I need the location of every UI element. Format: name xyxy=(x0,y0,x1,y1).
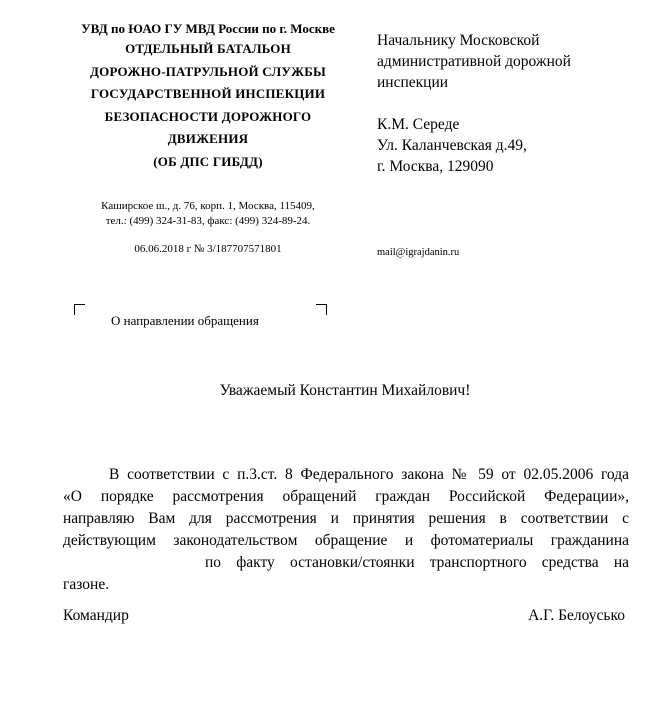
salutation: Уважаемый Константин Михайлович! xyxy=(219,382,471,399)
issuer-block xyxy=(58,20,358,173)
addressee-line-3: инспекции xyxy=(377,74,449,91)
addressee-name: К.М. Середе xyxy=(377,116,460,133)
subject-corner-right xyxy=(316,304,327,315)
letter-body xyxy=(63,464,629,596)
signatory-title: Командир xyxy=(63,607,129,624)
issuer-name-line-1: ОТДЕЛЬНЫЙ БАТАЛЬОН xyxy=(125,41,291,56)
issuer-name-line-2: ДОРОЖНО-ПАТРУЛЬНОЙ СЛУЖБЫ xyxy=(90,63,326,79)
issuer-name-line-3: ГОСУДАРСТВЕННОЙ ИНСПЕКЦИИ xyxy=(90,86,326,101)
issuer-parent-org: УВД по ЮАО ГУ МВД России по г. Москве xyxy=(81,21,335,36)
issuer-name-line-4: БЕЗОПАСНОСТИ ДОРОЖНОГО xyxy=(104,108,312,124)
body-line-5: по факту остановки/стоянки транспортного средства на xyxy=(205,554,629,571)
signatory-name: А.Г. Белоусько xyxy=(528,607,625,624)
outgoing-reference: 06.06.2018 г № 3/187707571801 xyxy=(134,243,282,255)
issuer-abbreviation: (ОБ ДПС ГИБДД) xyxy=(153,153,263,169)
issuer-name-line-5: ДВИЖЕНИЯ xyxy=(167,131,249,146)
body-line-2: «О порядке рассмотрения обращений граждан Российской Федерации», xyxy=(63,488,629,505)
addressee-block xyxy=(377,30,637,177)
body-line-4: действующим законодательством обращение и фотоматериалы гражданина xyxy=(63,532,629,549)
issuer-address: Каширское ш., д. 76, корп. 1, Москва, 115409, xyxy=(101,200,315,212)
addressee-line-1: Начальнику Московской xyxy=(377,32,540,49)
letter-subject: О направлении обращения xyxy=(111,313,259,328)
body-line-6: газоне. xyxy=(63,576,110,593)
body-line-1: В соответствии с п.3.ст. 8 Федерального закона № 59 от 02.05.2006 года xyxy=(109,466,629,483)
addressee-email: mail@igrajdanin.ru xyxy=(377,247,460,258)
subject-corner-left xyxy=(74,304,85,315)
addressee-city: г. Москва, 129090 xyxy=(377,158,494,175)
issuer-phone: тел.: (499) 324-31-83, факс: (499) 324-89-24. xyxy=(105,215,311,227)
addressee-spacer xyxy=(377,93,637,114)
body-line-3: направляю Вам для рассмотрения и принятия решения в соответствии с xyxy=(63,510,629,527)
addressee-line-2: административной дорожной xyxy=(377,53,571,70)
addressee-street: Ул. Каланчевская д.49, xyxy=(377,137,527,154)
issuer-contacts xyxy=(58,199,358,229)
